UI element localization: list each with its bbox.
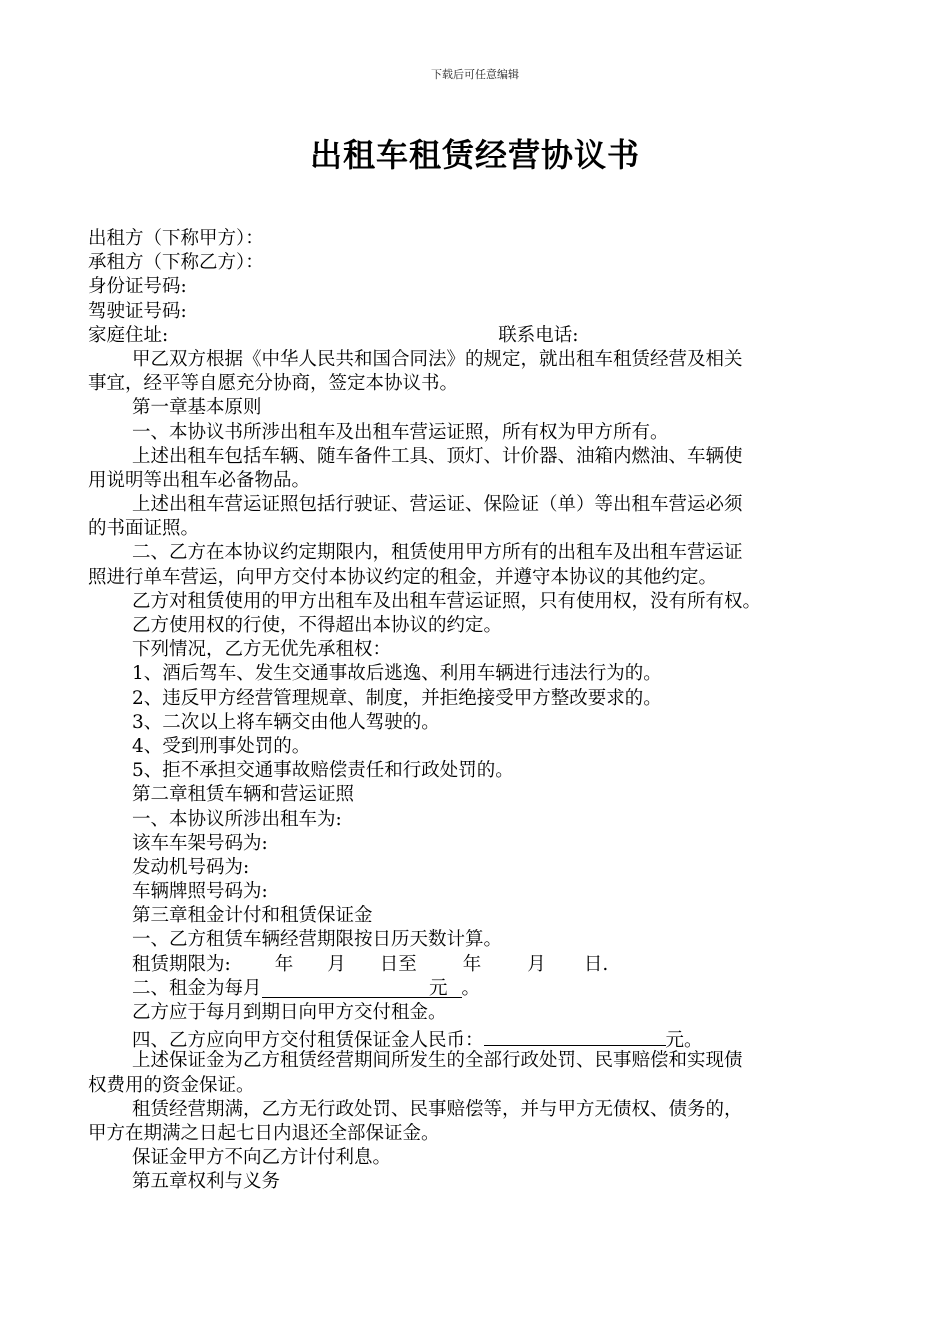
clause-line: 上述保证金为乙方租赁经营期间所发生的全部行政处罚、民事赔偿和实现债 [132, 1050, 743, 1072]
day-to-label: 日至 [379, 953, 417, 975]
clause-line: 5、拒不承担交通事故赔偿责任和行政处罚的。 [132, 760, 514, 782]
clause-line: 车辆牌照号码为: [132, 881, 268, 903]
clause-line: 上述出租车营运证照包括行驶证、营运证、保险证（单）等出租车营运必须 [132, 494, 743, 516]
clause-line: 下列情况，乙方无优先承租权： [132, 639, 392, 661]
clause-line: 乙方对租赁使用的甲方出租车及出租车营运证照，只有使用权，没有所有权。 [132, 590, 762, 612]
year-label: 年 [274, 953, 294, 975]
clause-line: 乙方应于每月到期日向甲方交付租金。 [132, 1002, 447, 1023]
deposit-line [88, 1025, 888, 1052]
month-label: 月 [527, 953, 546, 975]
chapter-heading: 第三章租金计付和租赁保证金 [132, 905, 373, 927]
clause-line: 照进行单车营运，向甲方交付本协议约定的租金，并遵守本协议的其他约定。 [88, 566, 718, 588]
chapter-heading: 第二章租赁车辆和营运证照 [132, 784, 355, 806]
chapter-heading: 第一章基本原则 [132, 397, 262, 419]
address-phone-line [88, 324, 888, 348]
year-label: 年 [462, 953, 482, 975]
document-title: 出租车租赁经营协议书 [309, 136, 640, 174]
id-number-line: 身份证号码: [88, 276, 187, 298]
day-end-label: 日. [583, 953, 609, 975]
clause-line: 一、本协议书所涉出租车及出租车营运证照，所有权为甲方所有。 [132, 421, 669, 443]
clause-line: 乙方使用权的行使，不得超出本协议的约定。 [132, 615, 503, 636]
clause-line: 二、乙方在本协议约定期限内，租赁使用甲方所有的出租车及出租车营运证 [132, 542, 743, 564]
clause-line: 保证金甲方不向乙方计付利息。 [132, 1147, 392, 1169]
rent-amount-blank[interactable] [262, 977, 462, 998]
clause-line: 1、酒后驾车、发生交通事故后逃逸、利用车辆进行违法行为的。 [132, 663, 662, 685]
deposit-prefix: 四、乙方应向甲方交付租赁保证金人民币： [132, 1030, 484, 1052]
deposit-unit: 元 [665, 1030, 685, 1052]
deposit-suffix: 。 [684, 1030, 703, 1052]
header-note: 下载后可任意编辑 [431, 68, 519, 81]
chapter1-clauses [88, 421, 888, 784]
rent-prefix: 二、租金为每月 [132, 977, 262, 999]
license-number-line: 驾驶证号码: [88, 300, 187, 322]
clause-line: 3、二次以上将车辆交由他人驾驶的。 [132, 711, 440, 733]
clause-line: 权费用的资金保证。 [88, 1074, 255, 1096]
clause-line: 甲方在期满之日起七日内退还全部保证金。 [88, 1122, 440, 1144]
clause-line: 用说明等出租车必备物品。 [88, 469, 311, 491]
clause-line: 4、受到刑事处罚的。 [132, 735, 311, 757]
clause-line: 的书面证照。 [88, 518, 200, 540]
clause-line: 租赁经营期满，乙方无行政处罚、民事赔偿等，并与甲方无债权、债务的， [132, 1098, 743, 1120]
clause-line: 上述出租车包括车辆、随车备件工具、顶灯、计价器、油箱内燃油、车辆使 [132, 445, 743, 467]
clause-line: 一、本协议所涉出租车为: [132, 808, 342, 830]
rent-unit: 元 [429, 977, 448, 999]
chapter-heading: 第五章权利与义务 [132, 1171, 281, 1193]
clause-line: 一、乙方租赁车辆经营期限按日历天数计算。 [132, 929, 503, 951]
chapter3-clauses [88, 1049, 888, 1170]
lessee-line: 承租方（下称乙方）： [88, 252, 264, 274]
preamble-line: 甲乙双方根据《中华人民共和国合同法》的规定，就出租车租赁经营及相关 [132, 348, 743, 370]
deposit-amount-blank[interactable] [484, 1025, 666, 1046]
lease-period-label: 租赁期限为: [132, 953, 231, 975]
address-label: 家庭住址: [88, 324, 169, 346]
clause-line: 发动机号码为: [132, 856, 250, 878]
phone-label: 联系电话: [498, 324, 579, 346]
lease-period-line [88, 953, 888, 977]
rent-line [88, 977, 888, 1001]
rent-suffix: 。 [461, 977, 481, 999]
document-body [88, 227, 888, 1195]
month-label: 月 [327, 953, 346, 975]
lessor-line: 出租方（下称甲方）： [88, 228, 264, 249]
clause-line: 该车车架号码为: [132, 832, 268, 854]
preamble-line: 事宜，经平等自愿充分协商，签定本协议书。 [88, 373, 459, 395]
clause-line: 2、违反甲方经营管理规章、制度，并拒绝接受甲方整改要求的。 [132, 687, 662, 709]
chapter2-clauses [88, 808, 888, 905]
